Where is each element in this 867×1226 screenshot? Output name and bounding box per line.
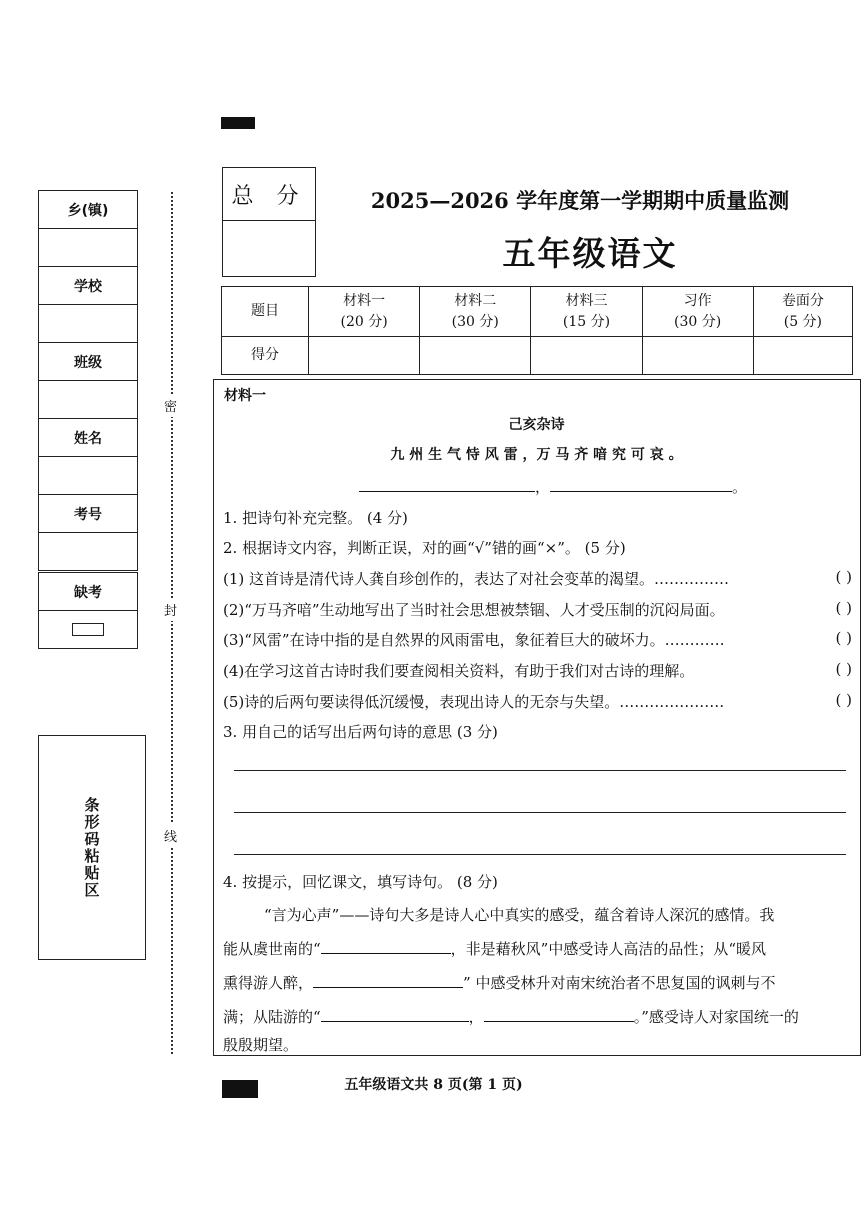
section-heading: 材料一 (224, 388, 266, 404)
score-table (221, 286, 853, 375)
q4-paragraph-line-3 (223, 972, 775, 993)
info-label-class: 班级 (39, 343, 137, 381)
poem-blank-comma: ， (535, 478, 551, 496)
info-label-school: 学校 (39, 267, 137, 305)
col-points: (30 分) (674, 313, 722, 330)
col-points: (30 分) (451, 313, 499, 330)
info-field-name[interactable] (39, 457, 137, 495)
student-info-box (38, 190, 138, 571)
total-score-box (222, 167, 316, 277)
q4-paragraph-line-5: 殷殷期望。 (223, 1036, 299, 1054)
info-label-name: 姓名 (39, 419, 137, 457)
score-cell[interactable] (420, 337, 531, 375)
q2-answer-2[interactable]: ( ) (835, 599, 852, 617)
barcode-label: 条形码粘贴区 (82, 796, 101, 899)
q3-answer-line-3[interactable] (234, 854, 846, 855)
question-2: 2. 根据诗文内容，判断正误，对的画“√”错的画“×”。 (5 分) (223, 539, 626, 557)
col-points: (5 分) (783, 313, 823, 330)
col-name: 材料二 (454, 292, 497, 309)
poem-title: 己亥杂诗 (508, 417, 565, 433)
question-1: 1. 把诗句补充完整。 (4 分) (223, 509, 408, 527)
q4-text: ” 中感受林升对南宋统治者不思复国的讽刺与不 (463, 974, 776, 992)
absent-label: 缺考 (39, 573, 137, 611)
poem-line: 九 州 生 气 恃 风 雷 ，万 马 齐 喑 究 可 哀 。 (390, 447, 683, 463)
material1-section (213, 379, 861, 1056)
barcode-area (38, 735, 146, 960)
q4-paragraph-line-2 (223, 938, 766, 959)
score-row-label-items: 题目 (222, 287, 309, 337)
q2-item-2: (2)“万马齐喑”生动地写出了当时社会思想被禁锢、人才受压制的沉闷局面。 (223, 601, 725, 619)
col-name: 材料一 (343, 292, 386, 309)
q3-answer-line-2[interactable] (234, 812, 846, 813)
col-name: 习作 (683, 292, 712, 309)
poem-blank-line (359, 476, 747, 497)
page-footer: 五年级语文共 8 页(第 1 页) (344, 1077, 523, 1093)
score-row-label-scores: 得分 (222, 337, 309, 375)
q2-item-4: (4)在学习这首古诗时我们要查阅相关资料，有助于我们对古诗的理解。 (223, 662, 695, 680)
q4-text: 。”感受诗人对家国统一的 (633, 1008, 799, 1026)
q3-answer-line-1[interactable] (234, 770, 846, 771)
q2-item-5: (5)诗的后两句要读得低沉缓慢，表现出诗人的无奈与失望。………………… (223, 693, 725, 711)
q4-blank-4[interactable] (484, 1007, 634, 1022)
total-score-field[interactable] (223, 221, 315, 277)
q4-text: 能从虞世南的“ (223, 940, 321, 958)
seal-dotted-line (171, 192, 173, 1054)
score-cell[interactable] (531, 337, 642, 375)
score-cell[interactable] (753, 337, 852, 375)
question-4: 4. 按提示，回忆课文，填写诗句。 (8 分) (223, 873, 498, 891)
seal-char-feng: 封 (164, 598, 177, 621)
info-field-class[interactable] (39, 381, 137, 419)
poem-blank-1[interactable] (359, 477, 535, 492)
seal-char-xian: 线 (164, 824, 177, 847)
q4-text: 熏得游人醉， (223, 974, 314, 992)
q4-text: ，非是藉秋风”中感受诗人高洁的品性；从“暖风 (450, 940, 767, 958)
exam-title: 2025—2026 学年度第一学期期中质量监测 (370, 188, 790, 213)
info-field-school[interactable] (39, 305, 137, 343)
info-field-exam-number[interactable] (39, 533, 137, 570)
question-3: 3. 用自己的话写出后两句诗的意思 (3 分) (223, 723, 498, 741)
subject-title: 五年级语文 (502, 234, 678, 273)
q2-item-1: (1) 这首诗是清代诗人龚自珍创作的，表达了对社会变革的渴望。…………… (223, 570, 730, 588)
absent-checkbox[interactable] (72, 623, 104, 636)
q4-blank-1[interactable] (321, 939, 451, 954)
seal-char-mi: 密 (164, 394, 177, 417)
registration-mark-top (221, 117, 255, 129)
q2-answer-1[interactable]: ( ) (835, 568, 852, 586)
score-col-material1 (309, 287, 420, 337)
col-points: (15 分) (562, 313, 611, 330)
score-col-composition (642, 287, 753, 337)
col-points: (20 分) (340, 313, 388, 330)
q4-text: 满；从陆游的“ (223, 1008, 321, 1026)
info-field-township[interactable] (39, 229, 137, 267)
q4-text: ， (468, 1008, 484, 1026)
absent-box (38, 572, 138, 649)
q4-blank-2[interactable] (313, 973, 463, 988)
q2-item-3: (3)“风雷”在诗中指的是自然界的风雨雷电，象征着巨大的破坏力。………… (223, 631, 725, 649)
q4-paragraph-line-1: “言为心声”——诗句大多是诗人心中真实的感受，蕴含着诗人深沉的感情。我 (264, 906, 775, 924)
score-col-material3 (531, 287, 642, 337)
col-name: 材料三 (565, 292, 608, 309)
q2-answer-4[interactable]: ( ) (835, 660, 852, 678)
score-cell[interactable] (309, 337, 420, 375)
score-col-neatness (753, 287, 852, 337)
q4-blank-3[interactable] (321, 1007, 469, 1022)
score-col-material2 (420, 287, 531, 337)
q2-answer-5[interactable]: ( ) (835, 691, 852, 709)
total-score-label: 总 分 (223, 168, 315, 221)
info-label-township: 乡(镇) (39, 191, 137, 229)
poem-blank-2[interactable] (550, 477, 732, 492)
q2-answer-3[interactable]: ( ) (835, 629, 852, 647)
score-cell[interactable] (642, 337, 753, 375)
q4-paragraph-line-4 (223, 1006, 799, 1027)
info-label-exam-number: 考号 (39, 495, 137, 533)
poem-blank-end: 。 (732, 478, 748, 496)
col-name: 卷面分 (781, 292, 824, 309)
absent-checkbox-cell[interactable] (39, 611, 137, 648)
